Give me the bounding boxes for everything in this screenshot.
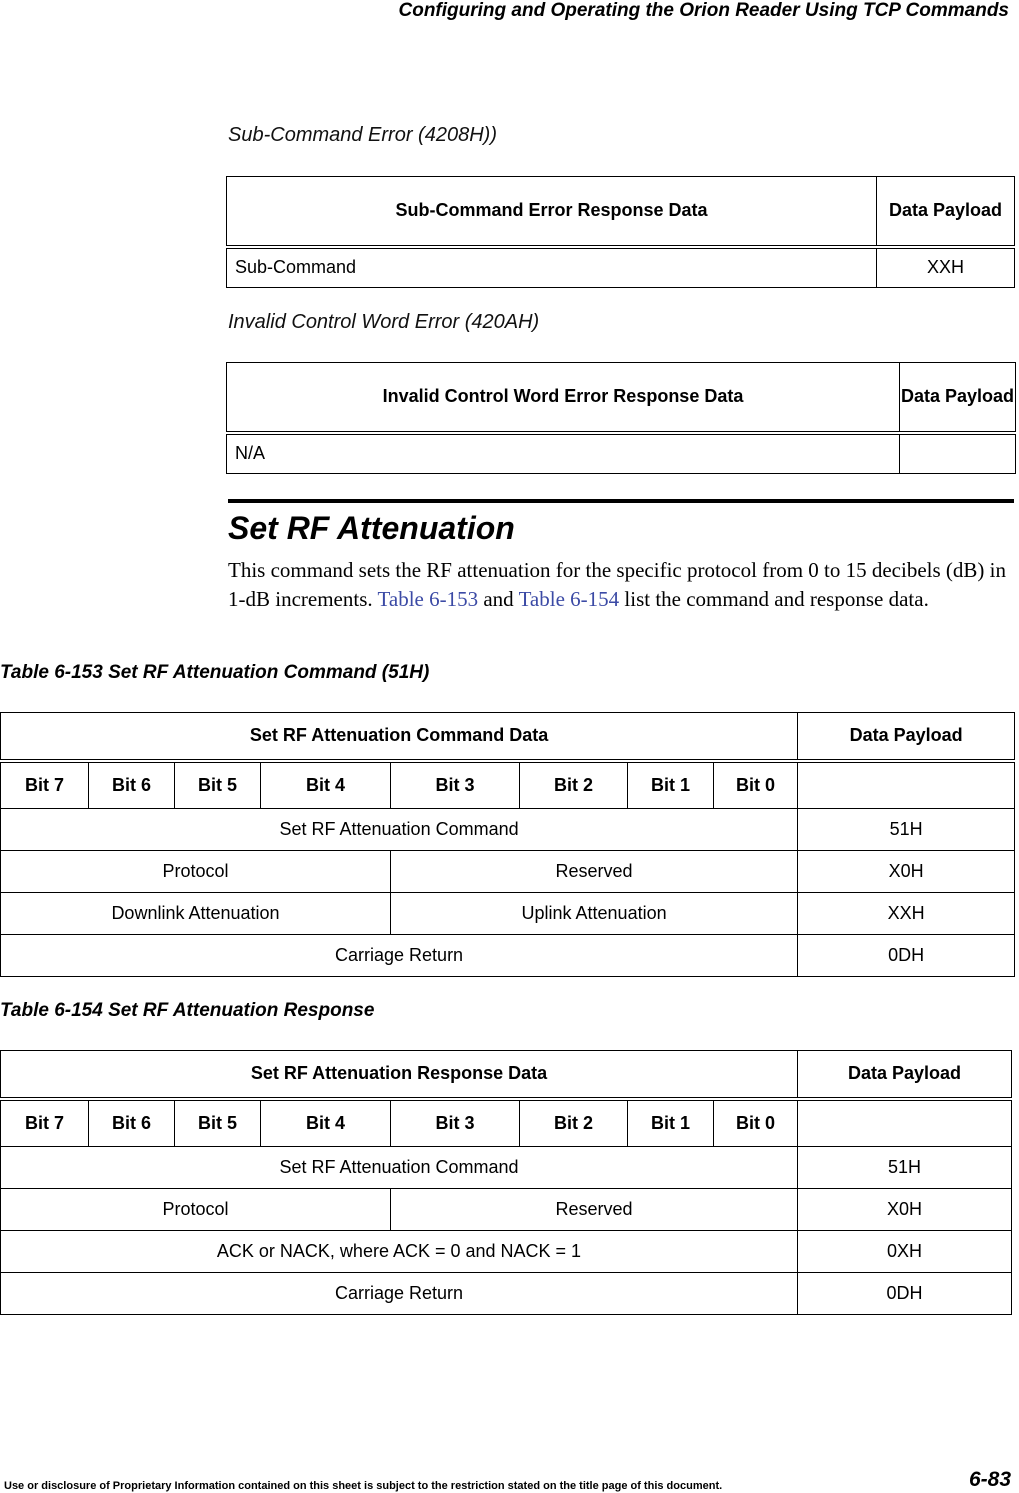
table-153-payload-head: Data Payload — [798, 713, 1015, 761]
table-153-bit-blank — [798, 761, 1015, 809]
table-153-row2-value: X0H — [798, 851, 1015, 893]
table-153-bit-4: Bit 4 — [261, 761, 391, 809]
table-153-row1-label: Set RF Attenuation Command — [1, 809, 798, 851]
table-154-row1-value: 51H — [798, 1147, 1012, 1189]
table-154 — [0, 1050, 1012, 1315]
sub-command-error-col1: Sub-Command Error Response Data — [227, 177, 877, 247]
table-153-row3-right: Uplink Attenuation — [391, 893, 798, 935]
sub-command-row-value: XXH — [877, 247, 1015, 288]
table-153-bit-5: Bit 5 — [175, 761, 261, 809]
table-153-bit-1: Bit 1 — [628, 761, 714, 809]
table-154-bit-4: Bit 4 — [261, 1099, 391, 1147]
sub-command-error-table — [226, 176, 1015, 288]
table-154-row2-left: Protocol — [1, 1189, 391, 1231]
table-154-row2-right: Reserved — [391, 1189, 798, 1231]
table-153-bit-7: Bit 7 — [1, 761, 89, 809]
table-153-row4-label: Carriage Return — [1, 935, 798, 977]
xref-table-6-154[interactable]: Table 6-154 — [518, 587, 620, 611]
table-153-bit-2: Bit 2 — [520, 761, 628, 809]
section-rule — [228, 499, 1014, 503]
table-154-bit-0: Bit 0 — [714, 1099, 798, 1147]
section-paragraph — [228, 556, 1014, 614]
running-header: Configuring and Operating the Orion Reader Using TCP Commands — [398, 0, 1009, 21]
table-154-bit-7: Bit 7 — [1, 1099, 89, 1147]
para-text-2: and — [478, 587, 519, 611]
invalid-control-word-col1: Invalid Control Word Error Response Data — [227, 363, 900, 433]
xref-table-6-153[interactable]: Table 6-153 — [377, 587, 479, 611]
table-153-row4-value: 0DH — [798, 935, 1015, 977]
table-153-row2-right: Reserved — [391, 851, 798, 893]
table-154-bit-1: Bit 1 — [628, 1099, 714, 1147]
para-text-1: This command sets the RF attenuation for the specific protocol from 0 to 15 decibels (dB) in 1-dB increments. — [228, 558, 1006, 611]
table-153-bit-3: Bit 3 — [391, 761, 520, 809]
table-153-row2-left: Protocol — [1, 851, 391, 893]
table-154-payload-head: Data Payload — [798, 1051, 1012, 1099]
table-153-row3-left: Downlink Attenuation — [1, 893, 391, 935]
table-154-bit-6: Bit 6 — [89, 1099, 175, 1147]
table-154-caption: Table 6-154 Set RF Attenuation Response — [0, 1000, 375, 1021]
table-153-bit-6: Bit 6 — [89, 761, 175, 809]
section-title: Set RF Attenuation — [228, 510, 515, 546]
table-153-caption: Table 6-153 Set RF Attenuation Command (51H) — [0, 662, 430, 683]
sub-command-row-label: Sub-Command — [227, 247, 877, 288]
table-153-head: Set RF Attenuation Command Data — [1, 713, 798, 761]
para-text-3: list the command and response data. — [619, 587, 929, 611]
table-154-bit-5: Bit 5 — [175, 1099, 261, 1147]
table-154-bit-2: Bit 2 — [520, 1099, 628, 1147]
sub-command-error-heading: Sub-Command Error (4208H)) — [228, 124, 497, 146]
table-153-bit-0: Bit 0 — [714, 761, 798, 809]
table-154-row1-label: Set RF Attenuation Command — [1, 1147, 798, 1189]
table-153 — [0, 712, 1015, 977]
table-153-row3-value: XXH — [798, 893, 1015, 935]
table-154-row3-label: ACK or NACK, where ACK = 0 and NACK = 1 — [1, 1231, 798, 1273]
table-153-row1-value: 51H — [798, 809, 1015, 851]
table-154-bit-blank — [798, 1099, 1012, 1147]
footer-note: Use or disclosure of Proprietary Information contained on this sheet is subject to the restriction stated on the title page of this document. — [4, 1480, 723, 1492]
table-154-head: Set RF Attenuation Response Data — [1, 1051, 798, 1099]
invalid-control-word-row-label: N/A — [227, 433, 900, 474]
table-154-row4-value: 0DH — [798, 1273, 1012, 1315]
invalid-control-word-heading: Invalid Control Word Error (420AH) — [228, 311, 540, 333]
invalid-control-word-table — [226, 362, 1016, 474]
page-number: 6-83 — [968, 1468, 1011, 1491]
table-154-row3-value: 0XH — [798, 1231, 1012, 1273]
table-154-row2-value: X0H — [798, 1189, 1012, 1231]
sub-command-error-col2: Data Payload — [877, 177, 1015, 247]
invalid-control-word-col2: Data Payload — [900, 363, 1016, 433]
table-154-bit-3: Bit 3 — [391, 1099, 520, 1147]
table-154-row4-label: Carriage Return — [1, 1273, 798, 1315]
invalid-control-word-row-value — [900, 433, 1016, 474]
